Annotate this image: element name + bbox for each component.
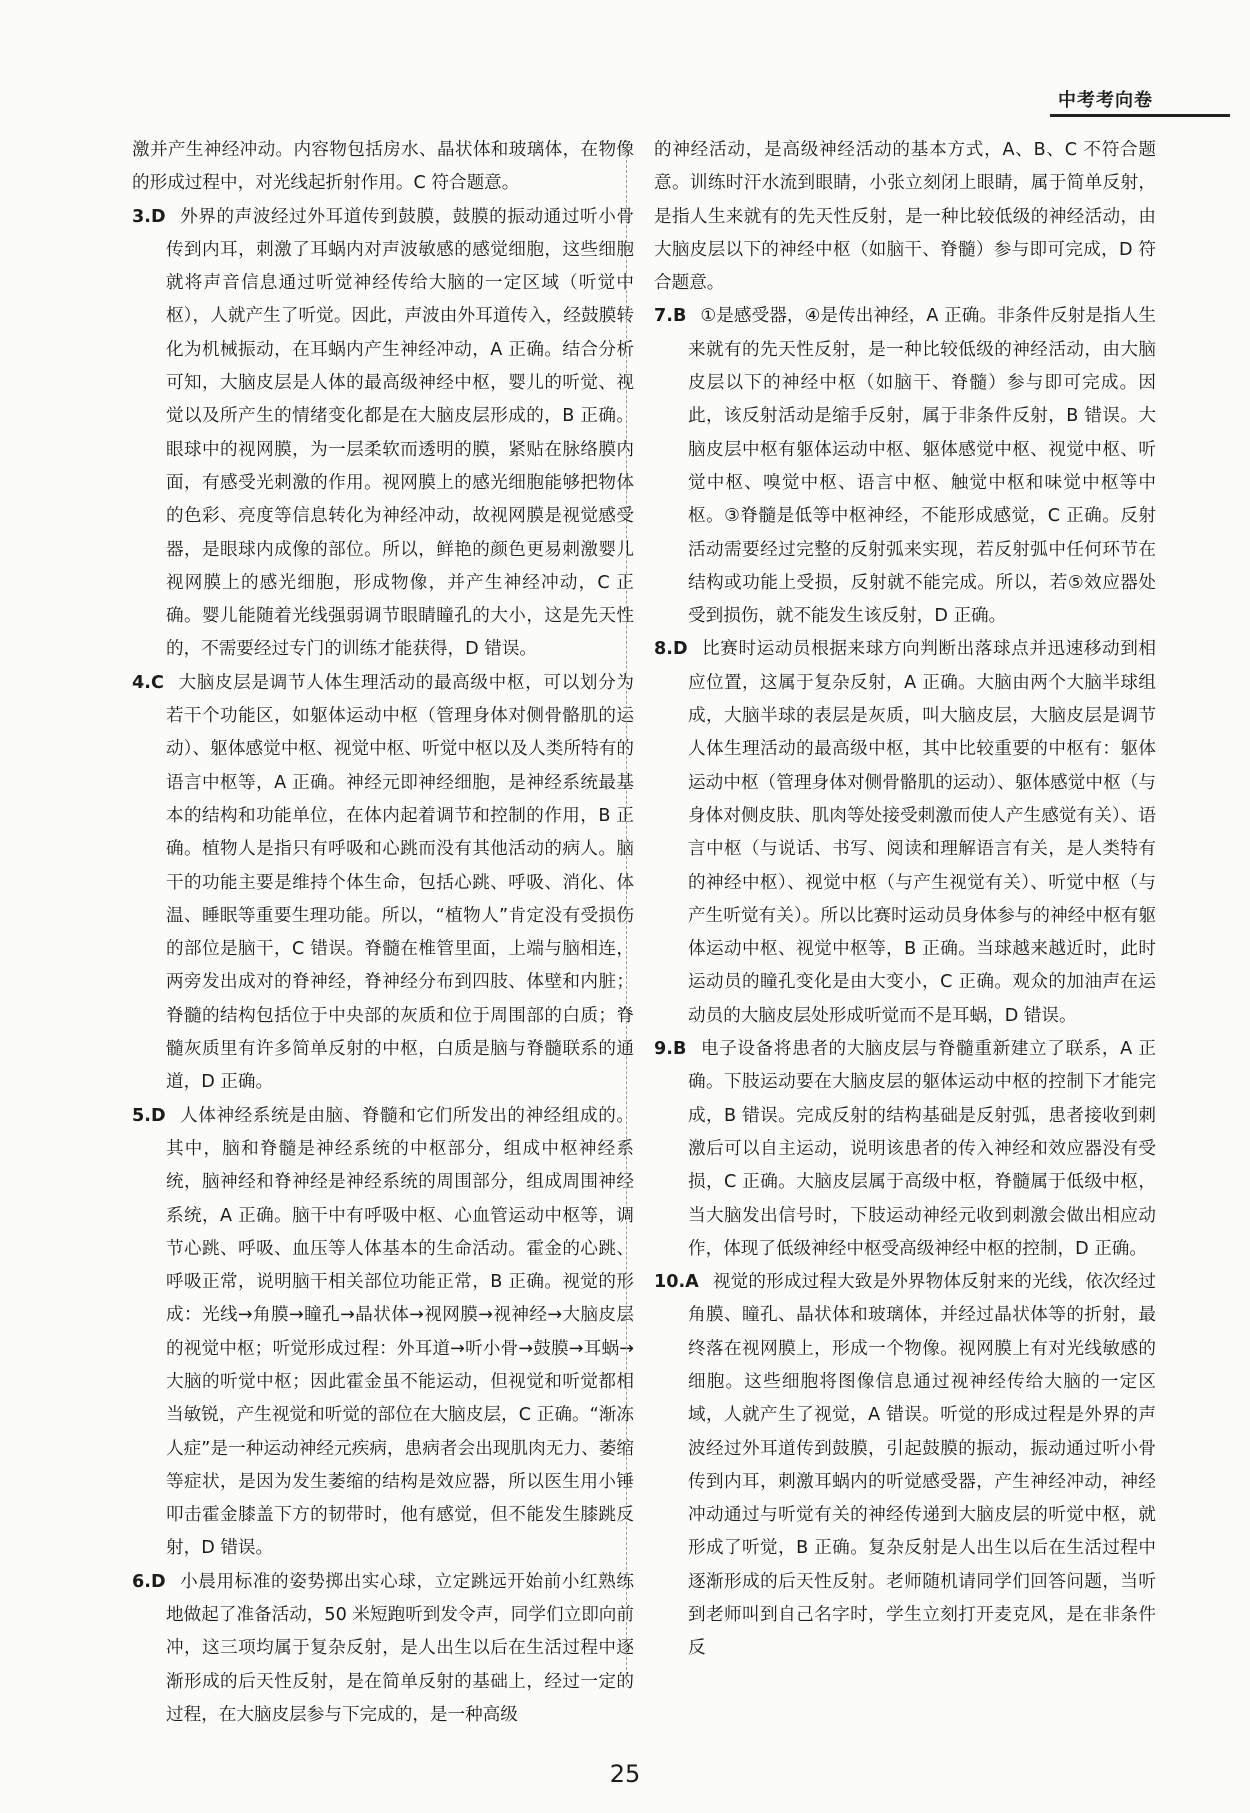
answer-letter: B xyxy=(672,306,687,327)
question-number: 5. xyxy=(132,1105,151,1126)
answer-letter: D xyxy=(672,639,688,660)
answer-item-3 xyxy=(132,201,634,667)
answer-paragraph: 的神经活动，是高级神经活动的基本方式，A、B、C 不符合题意。训练时汗水流到眼睛，小张立刻闭上眼睛，属于简单反射，是指人生来就有的先天性反射，是一种比较低级的神经活动，由大脑皮层以下的神经中枢（如脑干、脊髓）参与即可完成，D 符合题意。 xyxy=(654,140,1156,294)
answer-item-9 xyxy=(654,1033,1156,1266)
question-number: 8. xyxy=(654,639,673,660)
explanation-text: 外界的声波经过外耳道传到鼓膜，鼓膜的振动通过听小骨传到内耳，刺激了耳蜗内对声波敏感的感觉细胞，这些细胞就将声音信息通过听觉神经传给大脑的一定区域（听觉中枢），人就产生了听觉。因此，声波由外耳道传入，经鼓膜转化为机械振动，在耳蜗内产生神经冲动，A 正确。结合分析可知，大脑皮层是人体的最高级神经中枢，婴儿的听觉、视觉以及所产生的情绪变化都是在大脑皮层形成的，B 正确。眼球中的视网膜，为一层柔软而透明的膜，紧贴在脉络膜内面，有感受光刺激的作用。视网膜上的感光细胞能够把物体的色彩、亮度等信息转化为神经冲动，故视网膜是视觉感受器，是眼球内成像的部位。所以，鲜艳的颜色更易刺激婴儿视网膜上的感光细胞，形成物像，并产生神经冲动，C 正确。婴儿能随着光线强弱调节眼睛瞳孔的大小，这是先天性的，不需要经过专门的训练才能获得，D 错误。 xyxy=(166,206,634,660)
page-header-title: 中考考向卷 xyxy=(1058,90,1153,111)
right-column xyxy=(654,134,1156,1666)
left-column xyxy=(132,134,634,1732)
answer-letter: D xyxy=(150,206,166,227)
answer-letter: A xyxy=(685,1272,699,1293)
explanation-text: 大脑皮层是调节人体生理活动的最高级中枢，可以划分为若干个功能区，如躯体运动中枢（管理身体对侧骨骼肌的运动）、躯体感觉中枢、视觉中枢、听觉中枢以及人类所特有的语言中枢等，A 正确。神经元即神经细胞，是神经系统最基本的结构和功能单位，在体内起着调节和控制的作用，B 正确。植物人是指只有呼吸和心跳而没有其他活动的病人。脑干的功能主要是维持个体生命，包括心跳、呼吸、消化、体温、睡眠等重要生理功能。所以，“植物人”肯定没有受损伤的部位是脑干，C 错误。脊髓在椎管里面，上端与脑相连，两旁发出成对的脊神经，脊神经分布到四肢、体壁和内脏；脊髓的结构包括位于中央部的灰质和位于周围部的白质；脊髓灰质里有许多简单反射的中枢，白质是脑与脊髓联系的通道，D 正确。 xyxy=(166,672,634,1093)
explanation-text: 比赛时运动员根据来球方向判断出落球点并迅速移动到相应位置，这属于复杂反射，A 正确。大脑由两个大脑半球组成，大脑半球的表层是灰质，叫大脑皮层，大脑皮层是调节人体生理活动的最高级中枢，其中比较重要的中枢有：躯体运动中枢（管理身体对侧骨骼肌的运动）、躯体感觉中枢（与身体对侧皮肤、肌肉等处接受刺激而使人产生感觉有关）、语言中枢（与说话、书写、阅读和理解语言有关，是人类特有的神经中枢）、视觉中枢（与产生视觉有关）、听觉中枢（与产生听觉有关）。所以比赛时运动员身体参与的神经中枢有躯体运动中枢、视觉中枢等，B 正确。当球越来越近时，此时运动员的瞳孔变化是由大变小，C 正确。观众的加油声在运动员的大脑皮层处形成听觉而不是耳蜗，D 错误。 xyxy=(688,639,1156,1026)
explanation-text: ①是感受器，④是传出神经，A 正确。非条件反射是指人生来就有的先天性反射，是一种比较低级的神经活动，由大脑皮层以下的神经中枢（如脑干、脊髓）参与即可完成。因此，该反射活动是缩手反射，属于非条件反射，B 错误。大脑皮层中枢有躯体运动中枢、躯体感觉中枢、视觉中枢、听觉中枢、嗅觉中枢、语言中枢、触觉中枢和味觉中枢等中枢。③脊髓是低等中枢神经，不能形成感觉，C 正确。反射活动需要经过完整的反射弧来实现，若反射弧中任何环节在结构或功能上受损，反射就不能完成。所以，若⑤效应器处受到损伤，就不能发生该反射，D 正确。 xyxy=(688,306,1156,627)
answer-item-8 xyxy=(654,633,1156,1033)
answer-item-7 xyxy=(654,300,1156,633)
answer-item-4 xyxy=(132,667,634,1100)
question-number: 3. xyxy=(132,206,151,227)
column-divider xyxy=(626,140,627,1685)
question-number: 7. xyxy=(654,306,673,327)
answer-letter: D xyxy=(150,1571,166,1592)
question-number: 4. xyxy=(132,672,151,693)
answer-item-5 xyxy=(132,1100,634,1566)
answer-paragraph: 激并产生神经冲动。内容物包括房水、晶状体和玻璃体，在物像的形成过程中，对光线起折射作用。C 符合题意。 xyxy=(132,140,634,194)
answer-letter: C xyxy=(150,672,164,693)
explanation-text: 电子设备将患者的大脑皮层与脊髓重新建立了联系，A 正确。下肢运动要在大脑皮层的躯体运动中枢的控制下才能完成，B 错误。完成反射的结构基础是反射弧，患者接收到刺激后可以自主运动，说明该患者的传入神经和效应器没有受损，C 正确。大脑皮层属于高级中枢，脊髓属于低级中枢，当大脑发出信号时，下肢运动神经元收到刺激会做出相应动作，体现了低级神经中枢受高级神经中枢的控制，D 正确。 xyxy=(688,1039,1156,1259)
answer-letter: B xyxy=(672,1039,687,1060)
answer-item-6 xyxy=(132,1566,634,1732)
question-number: 9. xyxy=(654,1039,673,1060)
explanation-text: 人体神经系统是由脑、脊髓和它们所发出的神经组成的。其中，脑和脊髓是神经系统的中枢部分，组成中枢神经系统，脑神经和脊神经是神经系统的周围部分，组成周围神经系统，A 正确。脑干中有呼吸中枢、心血管运动中枢等，调节心跳、呼吸、血压等人体基本的生命活动。霍金的心跳、呼吸正常，说明脑干相关部位功能正常，B 正确。视觉的形成：光线→角膜→瞳孔→晶状体→视网膜→视神经→大脑皮层的视觉中枢；听觉形成过程：外耳道→听小骨→鼓膜→耳蜗→大脑的听觉中枢；因此霍金虽不能运动，但视觉和听觉都相当敏锐，产生视觉和听觉的部位在大脑皮层，C 正确。“渐冻人症”是一种运动神经元疾病，患病者会出现肌肉无力、萎缩等症状，是因为发生萎缩的结构是效应器，所以医生用小锤叩击霍金膝盖下方的韧带时，他有感觉，但不能发生膝跳反射，D 错误。 xyxy=(166,1105,634,1559)
answer-letter: D xyxy=(150,1105,166,1126)
header-rule xyxy=(1050,114,1230,117)
explanation-text: 小晨用标准的姿势掷出实心球，立定跳远开始前小红熟练地做起了准备活动，50 米短跑听到发令声，同学们立即向前冲，这三项均属于复杂反射，是人出生以后在生活过程中逐渐形成的后天性反射，是在简单反射的基础上，经过一定的过程，在大脑皮层参与下完成的，是一种高级 xyxy=(166,1571,634,1725)
question-number: 10. xyxy=(654,1272,686,1293)
explanation-text: 视觉的形成过程大致是外界物体反射来的光线，依次经过角膜、瞳孔、晶状体和玻璃体，并经过晶状体等的折射，最终落在视网膜上，形成一个物像。视网膜上有对光线敏感的细胞。这些细胞将图像信息通过视神经传给大脑的一定区域，人就产生了视觉，A 错误。听觉的形成过程是外界的声波经过外耳道传到鼓膜，引起鼓膜的振动，振动通过听小骨传到内耳，刺激耳蜗内的听觉感受器，产生神经冲动，神经冲动通过与听觉有关的神经传递到大脑皮层的听觉中枢，就形成了听觉，B 正确。复杂反射是人出生以后在生活过程中逐渐形成的后天性反射。老师随机请同学们回答问题，当听到老师叫到自己名字时，学生立刻打开麦克风，是在非条件反 xyxy=(688,1272,1156,1659)
page-number: 25 xyxy=(609,1760,641,1788)
answer-item-10 xyxy=(654,1266,1156,1666)
question-number: 6. xyxy=(132,1571,151,1592)
